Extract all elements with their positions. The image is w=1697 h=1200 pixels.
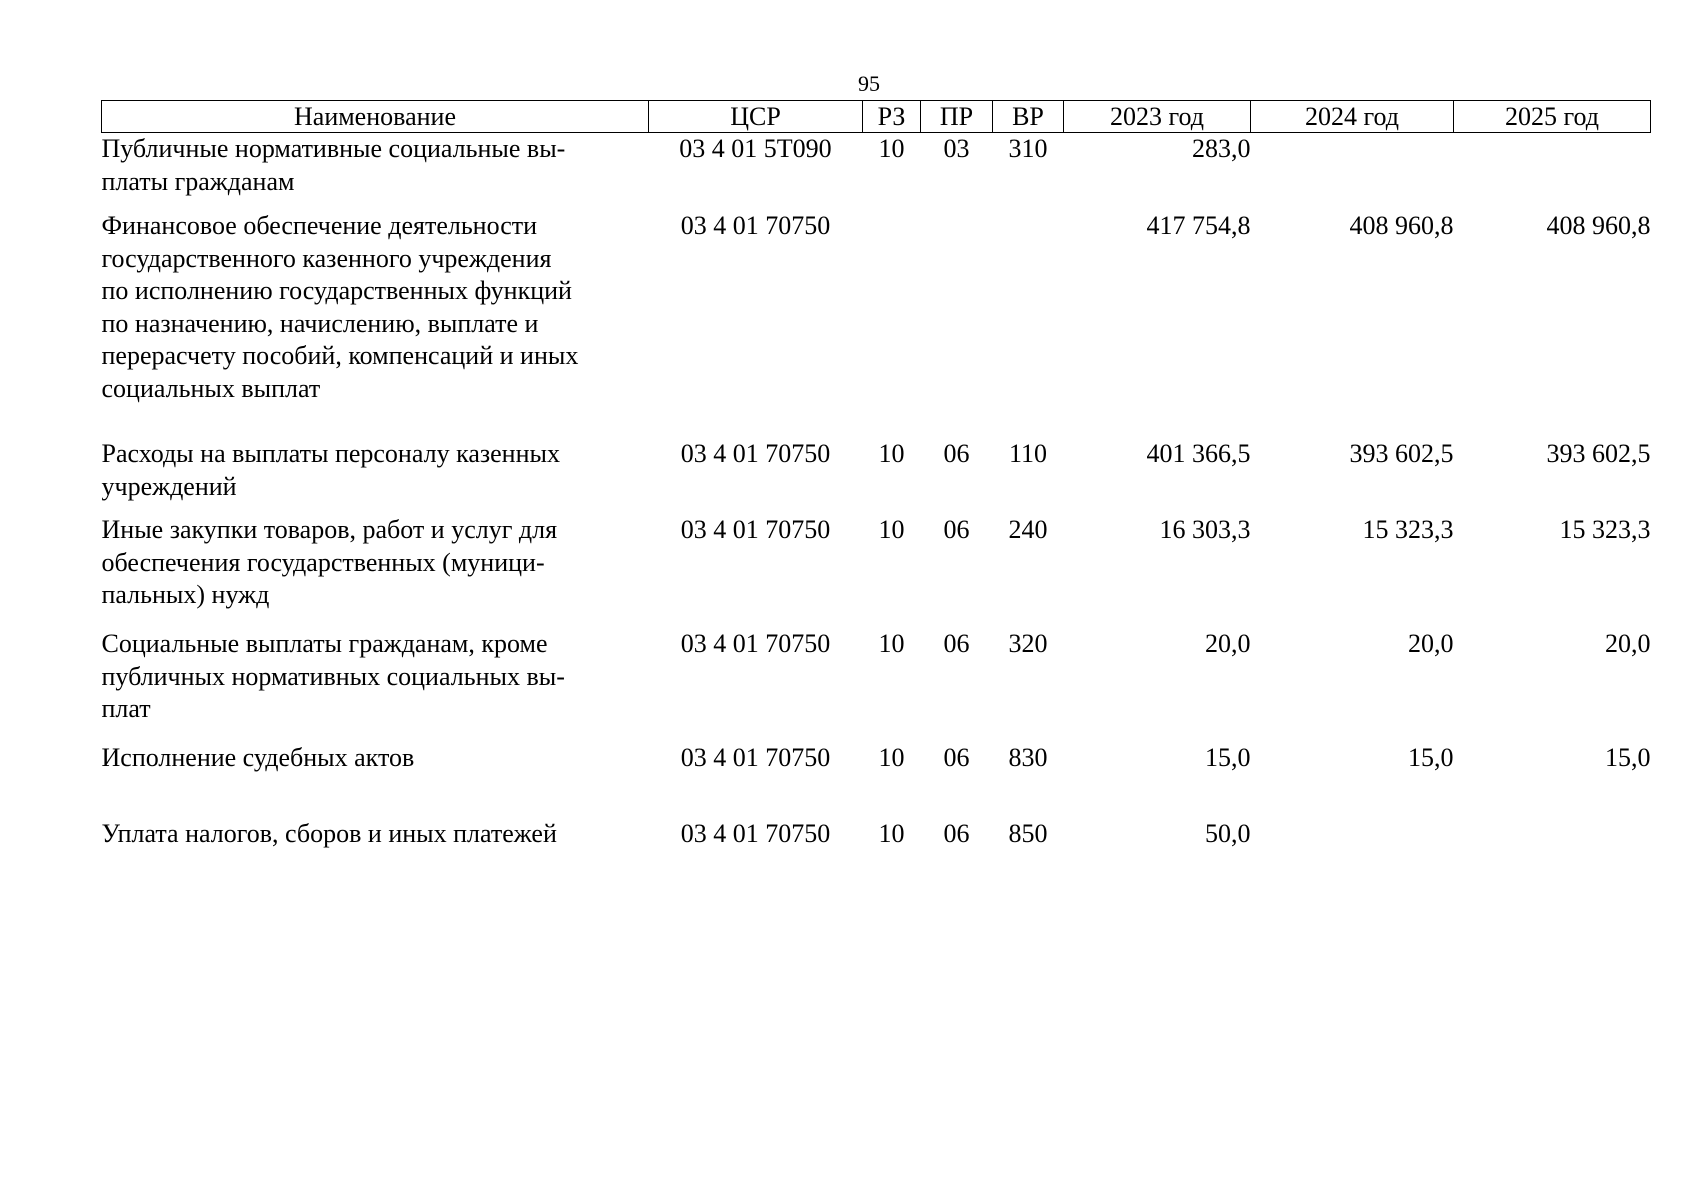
row-vr: 310 — [1008, 134, 1048, 163]
row-value-2025: 15,0 — [1605, 743, 1651, 772]
row-csr: 03 4 01 70750 — [680, 629, 831, 658]
table-row — [102, 742, 1651, 818]
row-csr: 03 4 01 5Т090 — [679, 134, 832, 163]
row-value-2024: 393 602,5 — [1349, 439, 1454, 468]
header-year-2025: 2025 год — [1454, 101, 1651, 133]
row-csr: 03 4 01 70750 — [680, 743, 831, 772]
row-csr: 03 4 01 70750 — [680, 439, 831, 468]
table-header — [102, 101, 1651, 133]
budget-table — [101, 100, 1651, 858]
row-pr: 06 — [943, 629, 970, 658]
row-value-2023: 15,0 — [1205, 743, 1251, 772]
row-name: Социальные выплаты гражданам, кроме публичных нормативных социальных вы- плат — [101, 629, 565, 724]
row-rz: 10 — [878, 743, 905, 772]
page-number: 95 — [858, 71, 880, 96]
row-pr: 06 — [943, 515, 970, 544]
row-pr: 06 — [943, 743, 970, 772]
row-name: Финансовое обеспечение деятельности государственного казенного учреждения по исполнению государственных функций по назначению, начислению, выплате и перерасчету пособий, компенсаций и иных социальных выплат — [101, 211, 579, 403]
row-rz: 10 — [878, 134, 905, 163]
header-year-2023: 2023 год — [1064, 101, 1251, 133]
row-pr: 03 — [943, 134, 970, 163]
row-value-2025: 393 602,5 — [1546, 439, 1651, 468]
row-value-2025: 20,0 — [1605, 629, 1651, 658]
table-body — [102, 133, 1651, 859]
row-name: Исполнение судебных актов — [101, 743, 415, 772]
row-rz: 10 — [878, 819, 905, 848]
row-csr: 03 4 01 70750 — [680, 515, 831, 544]
row-value-2025 — [1454, 133, 1651, 211]
row-value-2024 — [1251, 818, 1454, 858]
row-value-2024: 408 960,8 — [1349, 211, 1454, 240]
row-rz — [863, 210, 921, 438]
row-rz: 10 — [878, 515, 905, 544]
row-value-2023: 16 303,3 — [1159, 515, 1251, 544]
table-row — [102, 514, 1651, 628]
row-vr: 110 — [1008, 439, 1048, 468]
header-pr: ПР — [921, 101, 993, 133]
row-name: Публичные нормативные социальные вы- платы гражданам — [101, 134, 566, 196]
row-vr: 850 — [1008, 819, 1048, 848]
row-value-2025 — [1454, 818, 1651, 858]
row-csr: 03 4 01 70750 — [680, 819, 831, 848]
row-vr — [993, 210, 1064, 438]
row-csr: 03 4 01 70750 — [680, 211, 831, 240]
row-value-2024: 15 323,3 — [1362, 515, 1454, 544]
row-value-2023: 20,0 — [1205, 629, 1251, 658]
row-name: Иные закупки товаров, работ и услуг для обеспечения государственных (муници- пальных) нужд — [101, 515, 558, 610]
row-value-2024 — [1251, 133, 1454, 211]
header-row — [102, 101, 1651, 133]
header-vr: ВР — [993, 101, 1064, 133]
header-name: Наименование — [102, 101, 649, 133]
row-name: Расходы на выплаты персоналу казенных учреждений — [101, 439, 560, 501]
table-row — [102, 818, 1651, 858]
row-value-2023: 401 366,5 — [1146, 439, 1251, 468]
row-value-2025: 408 960,8 — [1546, 211, 1651, 240]
row-value-2023: 50,0 — [1205, 819, 1251, 848]
table-row — [102, 438, 1651, 514]
header-rz: РЗ — [863, 101, 921, 133]
table-row — [102, 628, 1651, 742]
row-value-2025: 15 323,3 — [1559, 515, 1651, 544]
row-pr: 06 — [943, 819, 970, 848]
row-pr — [921, 210, 993, 438]
header-csr: ЦСР — [649, 101, 863, 133]
table-row — [102, 133, 1651, 211]
row-value-2024: 15,0 — [1408, 743, 1454, 772]
table-row — [102, 210, 1651, 438]
row-value-2023: 283,0 — [1192, 134, 1251, 163]
row-rz: 10 — [878, 439, 905, 468]
row-vr: 830 — [1008, 743, 1048, 772]
row-value-2024: 20,0 — [1408, 629, 1454, 658]
header-year-2024: 2024 год — [1251, 101, 1454, 133]
row-value-2023: 417 754,8 — [1146, 211, 1251, 240]
row-rz: 10 — [878, 629, 905, 658]
row-pr: 06 — [943, 439, 970, 468]
row-vr: 240 — [1008, 515, 1048, 544]
row-name: Уплата налогов, сборов и иных платежей — [101, 819, 557, 848]
row-vr: 320 — [1008, 629, 1048, 658]
